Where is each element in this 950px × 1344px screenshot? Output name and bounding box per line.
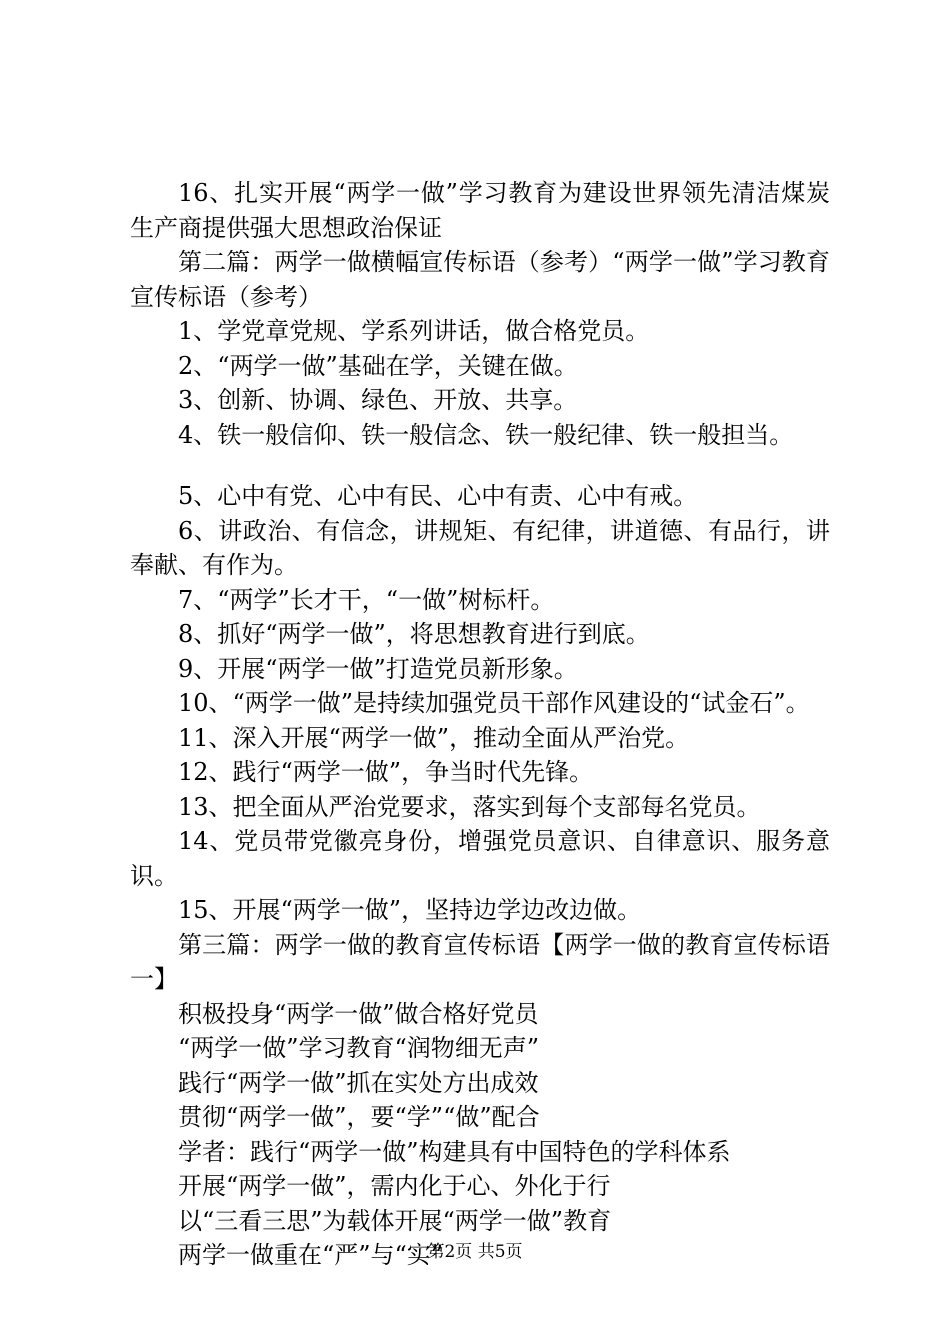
slogan-2: 2、“两学一做”基础在学，关键在做。 — [178, 351, 578, 380]
slogan-14: 14、党员带党徽亮身份，增强党员意识、自律意识、服务意识。 — [130, 827, 830, 890]
slogan-line-6: 开展“两学一做”，需内化于心、外化于行 — [178, 1172, 611, 1200]
paragraph-gap — [130, 452, 830, 479]
slogan-line-4: 贯彻“两学一做”，要“学”“做”配合 — [178, 1103, 540, 1131]
paragraph-16: 16、扎实开展“两学一做”学习教育为建设世界领先清洁煤炭生产商提供强大思想政治保证 — [130, 179, 830, 242]
slogan-7: 7、“两学”长才干，“一做”树标杆。 — [178, 585, 555, 614]
slogan-6: 6、讲政治、有信念，讲规矩、有纪律，讲道德、有品行，讲奉献、有作为。 — [130, 516, 830, 579]
slogan-10: 10、“两学一做”是持续加强党员干部作风建设的“试金石”。 — [178, 689, 810, 717]
slogan-11: 11、深入开展“两学一做”，推动全面从严治党。 — [178, 723, 690, 752]
slogan-13: 13、把全面从严治党要求，落实到每个支部每名党员。 — [178, 792, 761, 821]
slogan-line-7: 以“三看三思”为载体开展“两学一做”教育 — [178, 1206, 612, 1235]
slogan-4: 4、铁一般信仰、铁一般信念、铁一般纪律、铁一般担当。 — [178, 420, 794, 449]
slogan-line-8: 两学一做重在“严”与“实” — [178, 1241, 444, 1269]
slogan-5: 5、心中有党、心中有民、心中有责、心中有戒。 — [178, 482, 698, 510]
slogan-9: 9、开展“两学一做”打造党员新形象。 — [178, 654, 578, 683]
section-heading-2: 第二篇：两学一做横幅宣传标语（参考）“两学一做”学习教育宣传标语（参考） — [130, 248, 830, 311]
slogan-line-3: 践行“两学一做”抓在实处方出成效 — [178, 1068, 539, 1097]
slogan-1: 1、学党章党规、学系列讲话，做合格党员。 — [178, 317, 650, 345]
section-heading-3: 第三篇：两学一做的教育宣传标语【两学一做的教育宣传标语一】 — [130, 930, 830, 993]
page-footer: 第2页 共5页 — [427, 1242, 523, 1262]
slogan-8: 8、抓好“两学一做”，将思想教育进行到底。 — [178, 620, 650, 648]
slogan-12: 12、践行“两学一做”，争当时代先锋。 — [178, 758, 594, 786]
slogan-line-5: 学者：践行“两学一做”构建具有中国特色的学科体系 — [178, 1137, 731, 1166]
slogan-3: 3、创新、协调、绿色、开放、共享。 — [178, 386, 578, 414]
slogan-line-1: 积极投身“两学一做”做合格好党员 — [178, 999, 539, 1028]
document-body — [130, 176, 830, 1273]
slogan-line-2: “两学一做”学习教育“润物细无声” — [178, 1034, 540, 1062]
slogan-15: 15、开展“两学一做”，坚持边学边改边做。 — [178, 896, 642, 924]
